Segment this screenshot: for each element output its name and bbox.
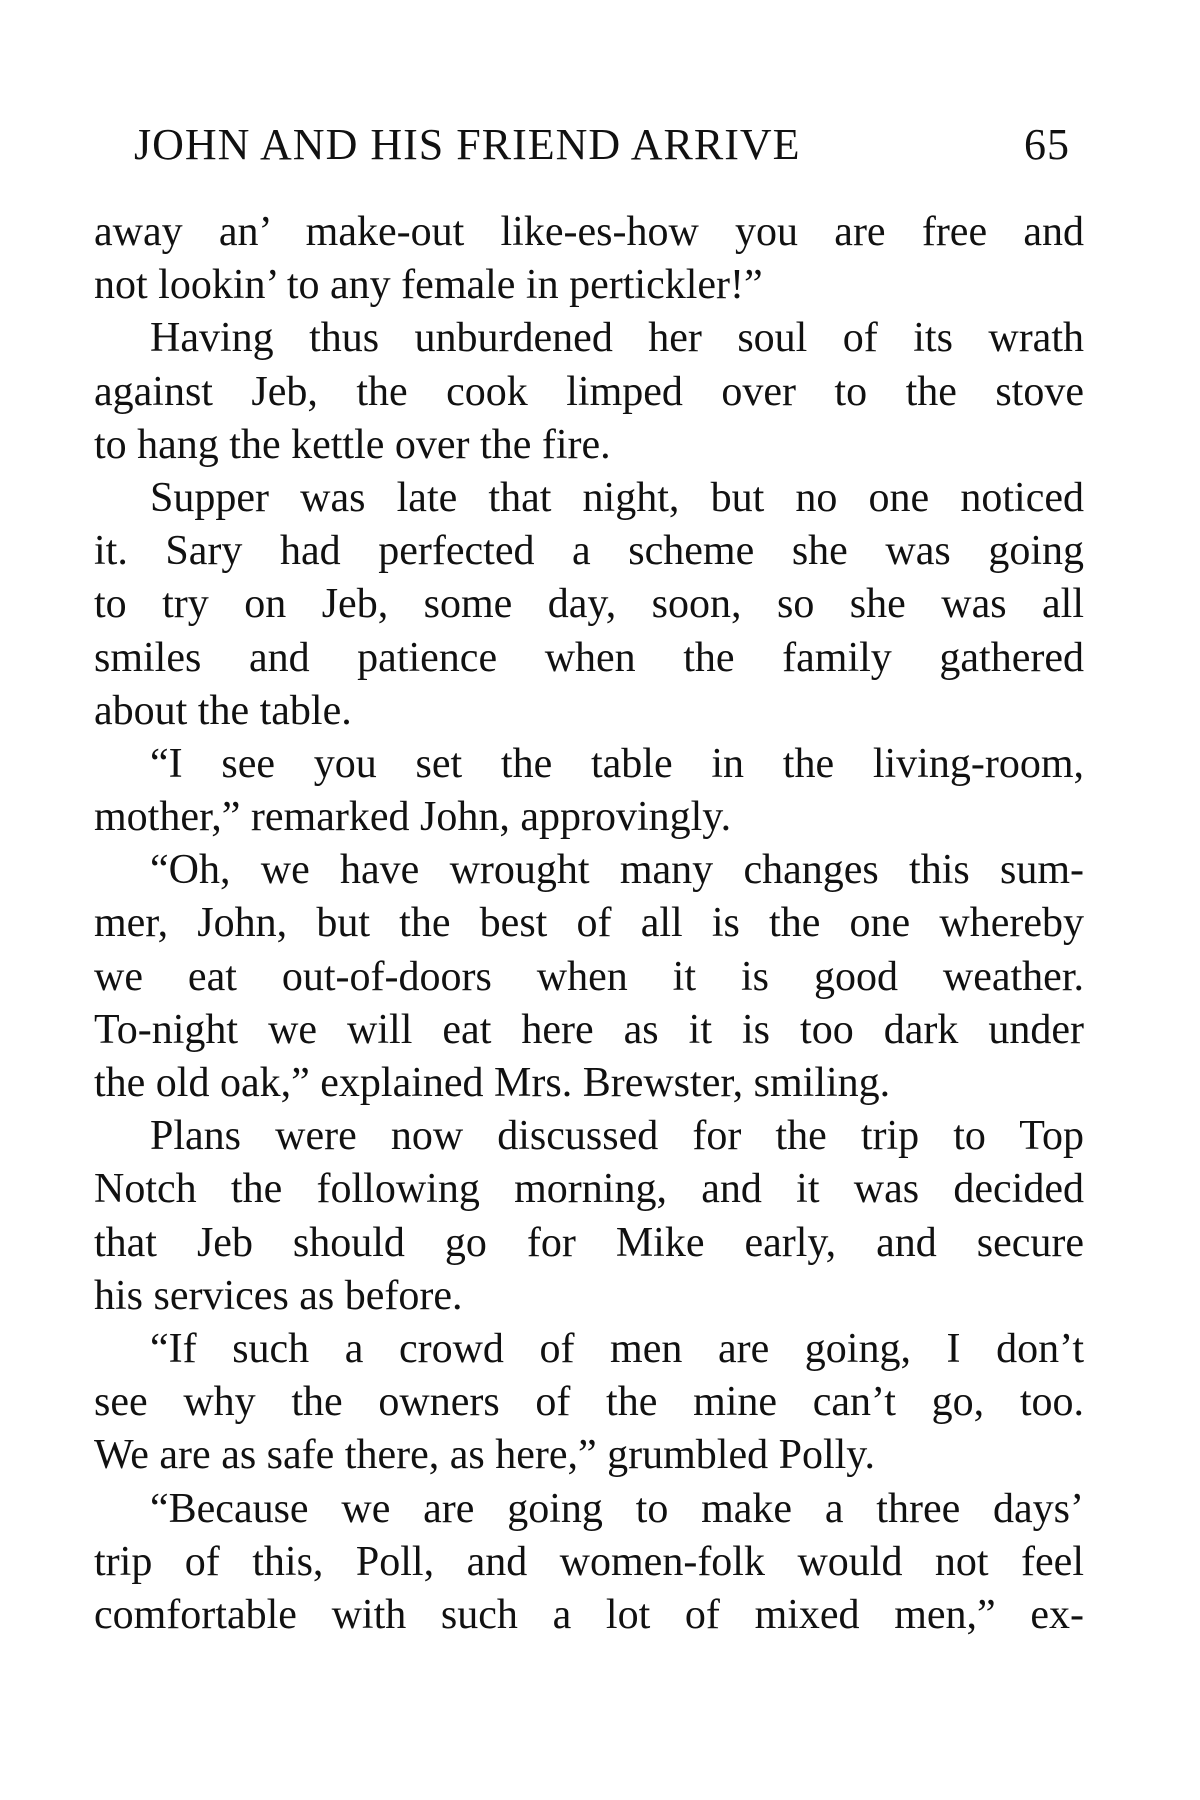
text-line: Having thus unburdened her soul of its wrath xyxy=(150,315,1084,362)
text-line: “If such a crowd of men are going, I don’t xyxy=(150,1325,1084,1372)
text-line: “Oh, we have wrought many changes this sum- xyxy=(150,847,1084,894)
body-text xyxy=(94,206,1084,1642)
text-line: “I see you set the table in the living-room, xyxy=(150,740,1084,787)
text-line: see why the owners of the mine can’t go, too. xyxy=(94,1379,1084,1426)
text-line: about the table. xyxy=(94,687,352,734)
text-line: not lookin’ to any female in pertickler!” xyxy=(94,262,763,309)
text-line: against Jeb, the cook limped over to the stove xyxy=(94,368,1084,415)
text-line: Plans were now discussed for the trip to Top xyxy=(150,1113,1084,1160)
text-line: it. Sary had perfected a scheme she was going xyxy=(94,528,1084,575)
running-head xyxy=(120,110,1070,180)
text-line: to hang the kettle over the fire. xyxy=(94,421,611,468)
text-line: smiles and patience when the family gathered xyxy=(94,634,1084,681)
text-line: away an’ make-out like-es-how you are free and xyxy=(94,209,1084,255)
text-line: trip of this, Poll, and women-folk would not feel xyxy=(94,1538,1084,1585)
running-title: JOHN AND HIS FRIEND ARRIVE xyxy=(134,120,801,169)
text-line: “Because we are going to make a three days’ xyxy=(150,1485,1084,1532)
text-line: the old oak,” explained Mrs. Brewster, smiling. xyxy=(94,1060,891,1106)
text-line: comfortable with such a lot of mixed men,” ex- xyxy=(94,1591,1084,1638)
page-number: 65 xyxy=(1024,120,1070,169)
text-line: mer, John, but the best of all is the one whereby xyxy=(94,900,1084,947)
text-line: We are as safe there, as here,” grumbled Polly. xyxy=(94,1432,876,1479)
text-line: we eat out-of-doors when it is good weather. xyxy=(94,953,1084,1000)
text-line: mother,” remarked John, approvingly. xyxy=(94,794,732,841)
text-line: to try on Jeb, some day, soon, so she was all xyxy=(94,581,1084,628)
text-line: To-night we will eat here as it is too dark under xyxy=(94,1006,1084,1053)
text-line: that Jeb should go for Mike early, and secure xyxy=(94,1219,1084,1266)
text-line: his services as before. xyxy=(94,1272,463,1319)
text-line: Notch the following morning, and it was decided xyxy=(94,1166,1084,1213)
text-line: Supper was late that night, but no one noticed xyxy=(150,474,1084,521)
